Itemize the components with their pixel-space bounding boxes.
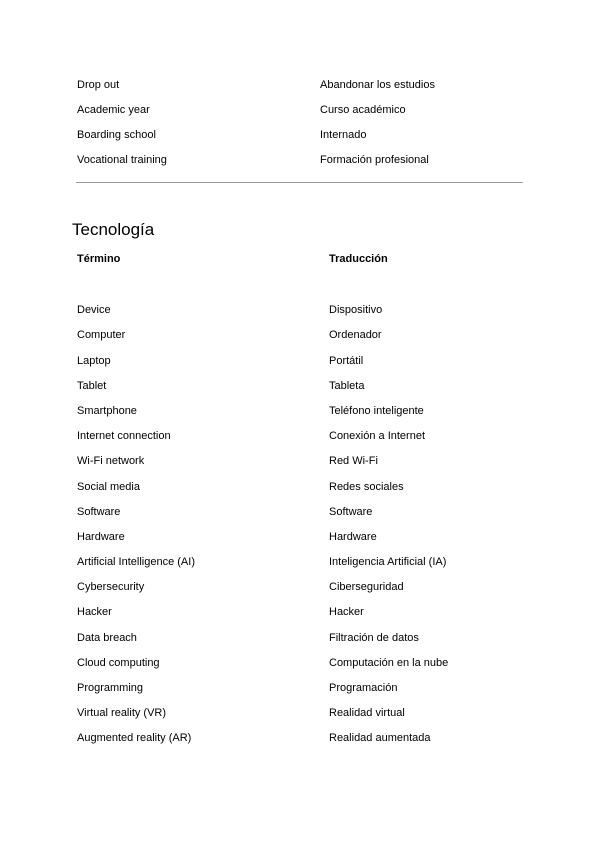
term: Software (77, 506, 121, 518)
translation: Programación (329, 682, 398, 694)
translation: Ordenador (329, 329, 382, 341)
term: Laptop (77, 355, 111, 367)
column-header-term: Término (77, 253, 121, 265)
translation: Portátil (329, 355, 364, 367)
term: Internet connection (77, 430, 171, 442)
translation: Ciberseguridad (329, 581, 404, 593)
translation: Redes sociales (329, 481, 404, 493)
translation: Curso académico (320, 104, 406, 116)
term: Hardware (77, 531, 125, 543)
translation: Hacker (329, 606, 364, 618)
term: Virtual reality (VR) (77, 707, 167, 719)
translation: Computación en la nube (329, 657, 449, 669)
term: Hacker (77, 606, 112, 618)
column-header-translation: Traducción (329, 253, 388, 265)
term: Device (77, 304, 111, 316)
translation: Hardware (329, 531, 377, 543)
term: Drop out (77, 79, 120, 91)
term: Smartphone (77, 405, 137, 417)
translation: Formación profesional (320, 154, 429, 166)
term: Wi-Fi network (77, 455, 145, 467)
translation: Red Wi-Fi (329, 455, 378, 467)
term: Vocational training (77, 154, 167, 166)
translation: Internado (320, 129, 367, 141)
section-divider (76, 182, 523, 183)
translation: Software (329, 506, 373, 518)
term: Artificial Intelligence (AI) (77, 556, 195, 568)
term: Data breach (77, 632, 137, 644)
section-title: Tecnología (72, 220, 155, 240)
term: Cloud computing (77, 657, 160, 669)
term: Academic year (77, 104, 150, 116)
translation: Conexión a Internet (329, 430, 426, 442)
term: Computer (77, 329, 126, 341)
term: Tablet (77, 380, 107, 392)
term: Augmented reality (AR) (77, 732, 192, 744)
translation: Dispositivo (329, 304, 383, 316)
term: Cybersecurity (77, 581, 145, 593)
term: Programming (77, 682, 144, 694)
translation: Realidad aumentada (329, 732, 431, 744)
term: Social media (77, 481, 140, 493)
translation: Inteligencia Artificial (IA) (329, 556, 447, 568)
translation: Abandonar los estudios (320, 79, 435, 91)
translation: Realidad virtual (329, 707, 405, 719)
term: Boarding school (77, 129, 156, 141)
translation: Filtración de datos (329, 632, 419, 644)
translation: Teléfono inteligente (329, 405, 424, 417)
translation: Tableta (329, 380, 365, 392)
